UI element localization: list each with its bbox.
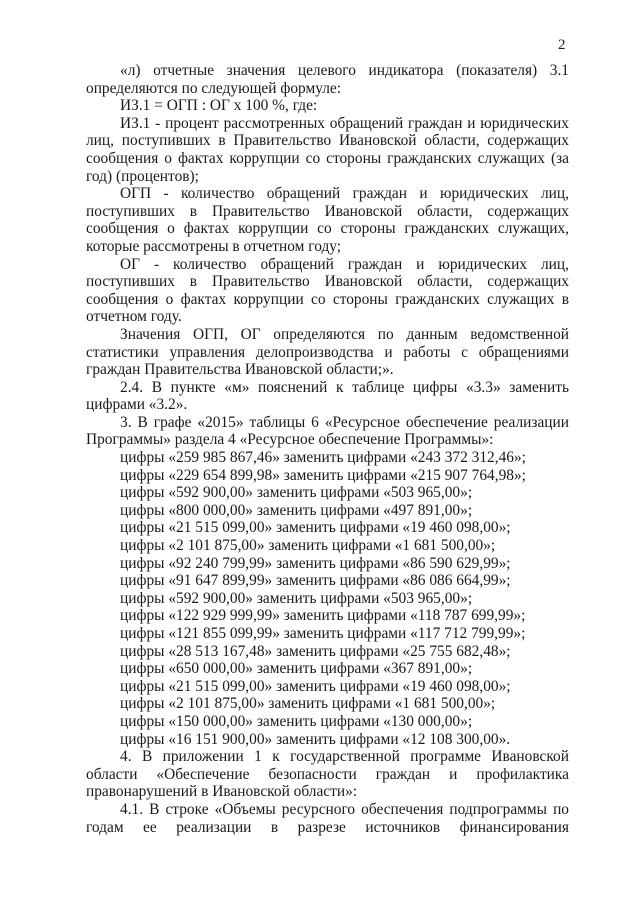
page-number: 2 — [558, 37, 566, 53]
replacement-line: цифры «121 855 099,99» заменить цифрами «117 712 799,99»; — [120, 625, 526, 642]
paragraph-item-4-1: 4.1. В строке «Объемы ресурсного обеспечения подпрограммы по годам ее реализации в разрезе источников финансирования — [86, 800, 569, 836]
replacement-line: цифры «800 000,00» заменить цифрами «497 891,00»; — [120, 501, 473, 519]
paragraph-indicator-formula-intro: «л) отчетные значения целевого индикатора (показателя) 3.1 определяются по следующей формуле: — [86, 62, 569, 97]
replacement-line: цифры «21 515 099,00» заменить цифрами «19 460 098,00»; — [120, 519, 511, 537]
paragraph-item-4: 4. В приложении 1 к государственной программе Ивановской области «Обеспечение безопасности граждан и профилактика правонарушений в Ивановской области»: — [86, 748, 569, 801]
replacement-line: цифры «16 151 900,00» заменить цифрами «12 108 300,00». — [120, 730, 511, 748]
replacement-line: цифры «91 647 899,99» заменить цифрами «86 086 664,99»; — [120, 572, 511, 590]
replacement-line: цифры «229 654 899,98» заменить цифрами «215 907 764,98»; — [120, 466, 526, 484]
paragraph-ogp-definition: ОГП - количество обращений граждан и юридических лиц, поступивших в Правительство Ивановской области, содержащих сообщения о фактах коррупции со стороны гражданских служащих, которые рассмотрены в отчетном году; — [86, 185, 569, 255]
replacement-line: цифры «2 101 875,00» заменить цифрами «1 681 500,00»; — [120, 537, 496, 555]
replacements-list — [86, 449, 569, 748]
replacement-line: цифры «592 900,00» заменить цифрами «503 965,00»; — [120, 484, 473, 502]
paragraph-item-2-4: 2.4. В пункте «м» пояснений к таблице цифры «3.3» заменить цифрами «3.2». — [86, 378, 569, 414]
paragraph-item-3: 3. В графе «2015» таблицы 6 «Ресурсное обеспечение реализации Программы» раздела 4 «Ресурсное обеспечение Программы»: — [86, 413, 569, 449]
replacement-line: цифры «21 515 099,00» заменить цифрами «19 460 098,00»; — [120, 677, 511, 695]
paragraph-iz-definition: ИЗ.1 - процент рассмотренных обращений граждан и юридических лиц, поступивших в Правительство Ивановской области, содержащих сообщения о фактах коррупции со стороны гражданских служащих (за год) (процентов); — [86, 114, 569, 185]
paragraph-formula: ИЗ.1 = ОГП : ОГ х 100 %, где: — [120, 97, 318, 115]
replacement-line: цифры «28 513 167,48» заменить цифрами «25 755 682,48»; — [120, 642, 511, 660]
paragraph-og-definition: ОГ - количество обращений граждан и юридических лиц, поступивших в Правительство Ивановской области, содержащих сообщения о фактах коррупции со стороны гражданских служащих в отчетном году. — [86, 255, 569, 326]
replacement-line: цифры «122 929 999,99» заменить цифрами «118 787 699,99»; — [120, 607, 526, 625]
document-body — [86, 62, 569, 836]
paragraph-values-source: Значения ОГП, ОГ определяются по данным ведомственной статистики управления делопроизводства и работы с обращениями граждан Правительства Ивановской области;». — [86, 325, 569, 379]
replacement-line: цифры «2 101 875,00» заменить цифрами «1 681 500,00»; — [120, 695, 496, 713]
replacement-line: цифры «592 900,00» заменить цифрами «503 965,00»; — [120, 589, 473, 607]
replacement-line: цифры «650 000,00» заменить цифрами «367 891,00»; — [120, 660, 473, 678]
replacement-line: цифры «92 240 799,99» заменить цифрами «86 590 629,99»; — [120, 554, 511, 572]
replacement-line: цифры «150 000,00» заменить цифрами «130 000,00»; — [120, 712, 473, 730]
replacement-line: цифры «259 985 867,46» заменить цифрами «243 372 312,46»; — [120, 449, 526, 467]
